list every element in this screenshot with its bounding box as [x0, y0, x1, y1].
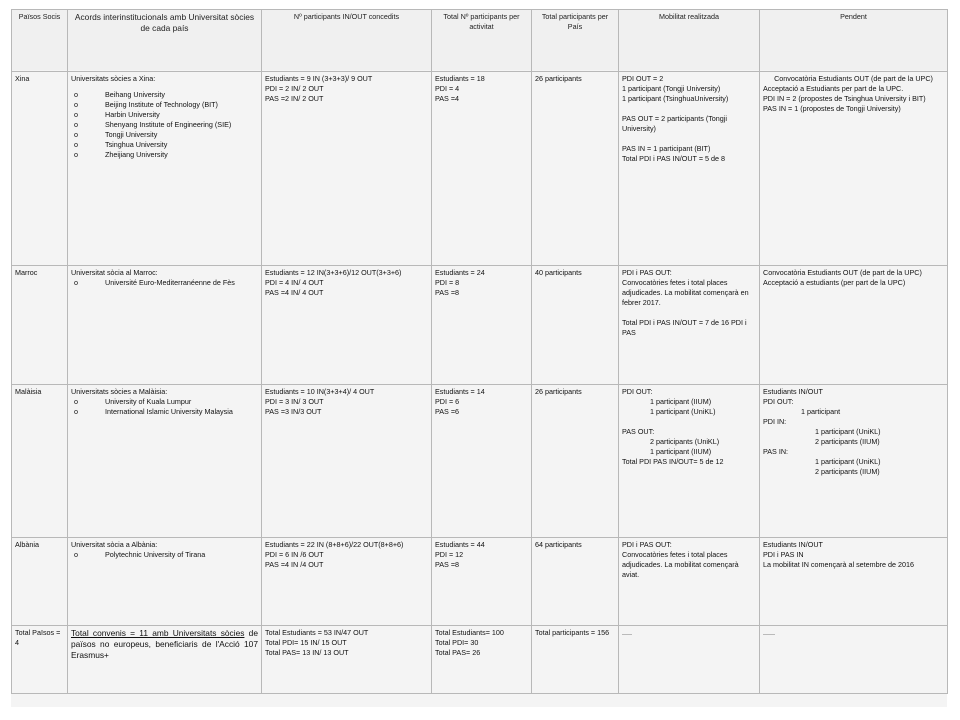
granted-line: Estudiants = 22 IN (8+8+6)/22 OUT(8+8+6)	[265, 540, 404, 549]
activity-total-cell	[432, 626, 532, 694]
pending-cell	[760, 72, 948, 266]
header-acords: Acords interinstitucionals amb Universitat sòcies de cada país	[68, 10, 262, 72]
activity-line: PAS =4	[435, 94, 460, 103]
agreements-cell	[68, 626, 262, 694]
header-row	[12, 10, 948, 72]
header-pendent: Pendent	[760, 10, 948, 72]
pending-line: PDI IN = 2 (propostes de Tsinghua University i BIT)	[763, 94, 926, 103]
granted-line: PDI = 6 IN /6 OUT	[265, 550, 324, 559]
activity-line: Estudiants = 18	[435, 74, 485, 83]
pending-cell	[760, 266, 948, 385]
activity-line: Total PAS= 26	[435, 648, 481, 657]
university-item: o Beihang University	[71, 90, 258, 100]
activity-line: PDI = 4	[435, 84, 460, 93]
total-agreements-note: de països no europeus, beneficiaris de l'Acció 107 Erasmus+	[71, 628, 258, 660]
granted-line: Total Estudiants = 53 IN/47 OUT	[265, 628, 369, 637]
mobility-line: 1 participant (IIUM)	[650, 397, 712, 406]
mobility-line: Total PDI i PAS IN/OUT = 7 de 16 PDI i PAS	[622, 318, 747, 337]
pending-line: Estudiants IN/OUT	[763, 387, 823, 396]
mobility-line: Total PDI i PAS IN/OUT = 5 de 8	[622, 154, 725, 163]
mobility-line: 1 participant (IIUM)	[650, 447, 712, 456]
granted-line: PAS =2 IN/ 2 OUT	[265, 94, 324, 103]
activity-line: Total Estudiants= 100	[435, 628, 504, 637]
activity-total-cell	[432, 72, 532, 266]
header-paisos: Països Socis	[12, 10, 68, 72]
header-total-pais: Total participants per País	[532, 10, 619, 72]
activity-line: PDI = 12	[435, 550, 464, 559]
granted-line: PAS =4 IN /4 OUT	[265, 560, 324, 569]
pending-line: 1 participant	[801, 407, 841, 416]
mobility-line: PDI i PAS OUT:	[622, 268, 672, 277]
university-item: o Shenyang Institute of Engineering (SIE)	[71, 120, 258, 130]
header-total-activitat: Total Nº participants per activitat	[432, 10, 532, 72]
granted-cell	[262, 538, 432, 626]
mobility-line: PDI OUT:	[622, 387, 653, 396]
university-item: o Tongji University	[71, 130, 258, 140]
university-item: o University of Kuala Lumpur	[71, 397, 258, 407]
pending-line: 1 participant (UniKL)	[815, 427, 881, 436]
pending-line: PDI OUT:	[763, 397, 794, 406]
agreements-cell	[68, 385, 262, 538]
activity-line: Estudiants = 14	[435, 387, 485, 396]
mobility-table	[11, 9, 948, 694]
granted-line: PAS =4 IN/ 4 OUT	[265, 288, 324, 297]
pending-cell: ......	[760, 626, 948, 694]
activity-line: Estudiants = 24	[435, 268, 485, 277]
table-row	[12, 385, 948, 538]
activity-line: PAS =6	[435, 407, 460, 416]
total-agreements: Total convenis = 11 amb Universitats sòcies	[71, 628, 245, 638]
granted-line: PAS =3 IN/3 OUT	[265, 407, 322, 416]
pending-line: 1 participant (UniKL)	[815, 457, 881, 466]
totals-row	[12, 626, 948, 694]
pending-line: 2 participants (IIUM)	[815, 437, 880, 446]
activity-line: Estudiants = 44	[435, 540, 485, 549]
pending-line: PDI i PAS IN	[763, 550, 804, 559]
pending-line: PAS IN:	[763, 447, 789, 456]
granted-cell	[262, 72, 432, 266]
agreements-title: Universitat sòcia al Marroc:	[71, 268, 158, 277]
university-item: o Université Euro-Mediterranéenne de Fès	[71, 278, 258, 288]
pending-line: Acceptació a estudiants (per part de la UPC)	[763, 278, 906, 287]
country-total-cell: 64 participants	[532, 538, 619, 626]
pending-line: Acceptació a Estudiants per part de la UPC.	[763, 84, 904, 93]
country-cell: Xina	[12, 72, 68, 266]
country-total-cell: 26 participants	[532, 385, 619, 538]
mobility-line: 2 participants (UniKL)	[650, 437, 720, 446]
agreements-cell	[68, 266, 262, 385]
activity-line: PDI = 8	[435, 278, 460, 287]
mobility-line: PDI i PAS OUT:	[622, 540, 672, 549]
country-cell: Marroc	[12, 266, 68, 385]
university-item: o Harbin University	[71, 110, 258, 120]
granted-cell	[262, 385, 432, 538]
country-cell: Albània	[12, 538, 68, 626]
pending-line: Convocatòria Estudiants OUT (de part de la UPC)	[774, 74, 933, 83]
mobility-line: 1 participant (TsinghuaUniversity)	[622, 94, 729, 103]
university-item: o Tsinghua University	[71, 140, 258, 150]
activity-line: PDI = 6	[435, 397, 460, 406]
university-item: o International Islamic University Malaysia	[71, 407, 258, 417]
mobility-line: 1 participant (UniKL)	[650, 407, 716, 416]
pending-line: Convocatòria Estudiants OUT (de part de la UPC)	[763, 268, 922, 277]
table-row	[12, 72, 948, 266]
country-cell: Malàisia	[12, 385, 68, 538]
granted-line: PDI = 3 IN/ 3 OUT	[265, 397, 324, 406]
activity-total-cell	[432, 385, 532, 538]
activity-total-cell	[432, 266, 532, 385]
mobility-table-container	[11, 9, 947, 707]
country-total-cell: 26 participants	[532, 72, 619, 266]
university-list	[71, 397, 258, 417]
granted-cell	[262, 266, 432, 385]
agreements-cell	[68, 538, 262, 626]
university-item: o Zheijiang University	[71, 150, 258, 160]
university-list	[71, 278, 258, 288]
agreements-title: Universitats sòcies a Malàisia:	[71, 387, 168, 396]
mobility-line: PAS IN = 1 participant (BIT)	[622, 144, 711, 153]
pending-line: PDI IN:	[763, 417, 787, 426]
agreements-title: Universitats sòcies a Xina:	[71, 74, 156, 83]
mobility-line: PAS OUT:	[622, 427, 655, 436]
activity-line: Total PDI= 30	[435, 638, 479, 647]
activity-line: PAS =8	[435, 288, 460, 297]
granted-line: Estudiants = 10 IN(3+3+4)/ 4 OUT	[265, 387, 375, 396]
granted-line: Total PAS= 13 IN/ 13 OUT	[265, 648, 349, 657]
header-n-participants: Nº participants IN/OUT concedits	[262, 10, 432, 72]
mobility-line: Total PDI PAS IN/OUT= 5 de 12	[622, 457, 724, 466]
agreements-cell	[68, 72, 262, 266]
mobility-cell	[619, 72, 760, 266]
agreements-title: Universitat sòcia a Albània:	[71, 540, 158, 549]
table-row	[12, 266, 948, 385]
granted-line: Total PDI= 15 IN/ 15 OUT	[265, 638, 347, 647]
pending-cell	[760, 385, 948, 538]
mobility-line: Convocatòries fetes i total places adjudicades. La mobilitat començarà aviat.	[622, 550, 739, 579]
pending-line: PAS IN = 1 (propostes de Tongji University)	[763, 104, 901, 113]
country-cell: Total Països = 4	[12, 626, 68, 694]
pending-line: Estudiants IN/OUT	[763, 540, 823, 549]
granted-line: PDI = 2 IN/ 2 OUT	[265, 84, 324, 93]
header-mobilitat: Mobilitat realitzada	[619, 10, 760, 72]
granted-line: Estudiants = 9 IN (3+3+3)/ 9 OUT	[265, 74, 373, 83]
university-item: o Beijing Institute of Technology (BIT)	[71, 100, 258, 110]
mobility-cell: .....	[619, 626, 760, 694]
granted-cell	[262, 626, 432, 694]
granted-line: PDI = 4 IN/ 4 OUT	[265, 278, 324, 287]
mobility-cell	[619, 538, 760, 626]
university-list	[71, 90, 258, 160]
mobility-cell	[619, 266, 760, 385]
university-list	[71, 550, 258, 560]
mobility-line: 1 participant (Tongji University)	[622, 84, 721, 93]
pending-line: 2 participants (IIUM)	[815, 467, 880, 476]
mobility-line: PDI OUT = 2	[622, 74, 664, 83]
country-total-cell: Total participants = 156	[532, 626, 619, 694]
table-row	[12, 538, 948, 626]
activity-total-cell	[432, 538, 532, 626]
granted-line: Estudiants = 12 IN(3+3+6)/12 OUT(3+3+6)	[265, 268, 402, 277]
activity-line: PAS =8	[435, 560, 460, 569]
university-item: o Polytechnic University of Tirana	[71, 550, 258, 560]
pending-cell	[760, 538, 948, 626]
pending-line: La mobilitat IN començarà al setembre de 2016	[763, 560, 915, 569]
country-total-cell: 40 participants	[532, 266, 619, 385]
mobility-line: PAS OUT = 2 participants (Tongji University)	[622, 114, 727, 133]
mobility-cell	[619, 385, 760, 538]
mobility-line: Convocatòries fetes i total places adjudicades. La mobilitat començarà en febrer 2017.	[622, 278, 749, 307]
